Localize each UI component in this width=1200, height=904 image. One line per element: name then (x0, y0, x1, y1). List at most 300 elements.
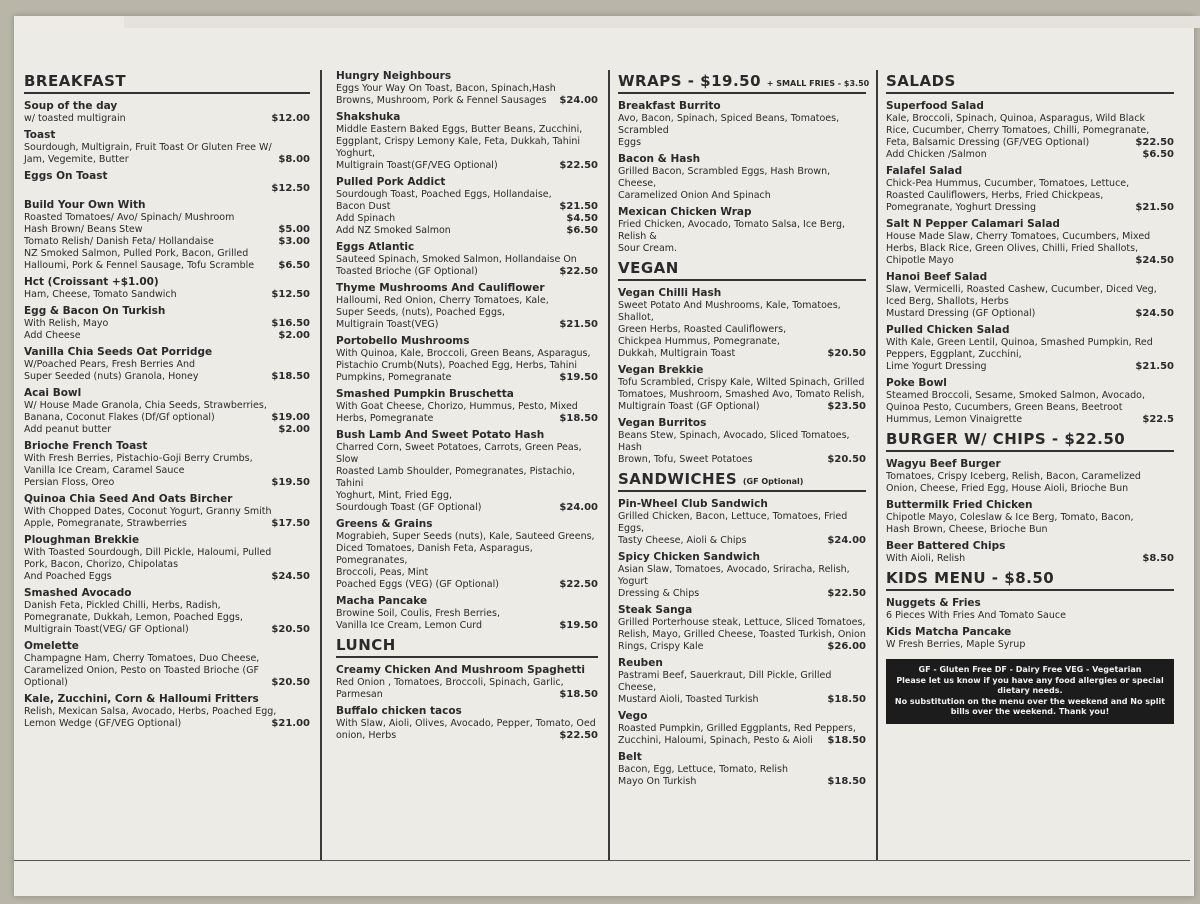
item-name: Shakshuka (336, 111, 401, 123)
item-description: Tomatoes, Crispy Iceberg, Relish, Bacon, Caramelized (886, 471, 1141, 482)
item-description: Optional) (24, 677, 68, 688)
item-row (618, 511, 866, 535)
item-row (336, 718, 598, 730)
item-description: Relish, Mayo, Grilled Cheese, Toasted Turkish, Onion (618, 629, 866, 640)
item-name: Portobello Mushrooms (336, 335, 470, 347)
item-description: Caramelized Onion And Spinach (618, 190, 771, 201)
item-description: With Toasted Sourdough, Dill Pickle, Haloumi, Pulled (24, 547, 272, 558)
menu-item (24, 170, 310, 195)
item-name: Smashed Pumpkin Bruschetta (336, 388, 514, 400)
menu-item (24, 129, 310, 166)
item-description: Iced Berg, Shallots, Herbs (886, 296, 1009, 307)
item-price: $20.50 (271, 624, 310, 635)
item-description: Sour Cream. (618, 243, 678, 254)
item-description: Red Onion , Tomatoes, Broccoli, Spinach, Garlic, (336, 677, 564, 688)
item-description: Eggs Your Way On Toast, Bacon, Spinach,Hash (336, 83, 556, 94)
item-row (336, 413, 598, 425)
item-description: Toasted Brioche (GF Optional) (336, 266, 478, 277)
item-description: Middle Eastern Baked Eggs, Butter Beans, Zucchini, (336, 124, 583, 135)
item-description: Multigrain Toast(VEG/ GF Optional) (24, 624, 189, 635)
item-description: Super Seeded (nuts) Granola, Honey (24, 371, 199, 382)
item-name: Mexican Chicken Wrap (618, 206, 752, 218)
menu-item (886, 458, 1174, 495)
item-description: Lemon Wedge (GF/VEG Optional) (24, 718, 182, 729)
item-description: Lime Yogurt Dressing (886, 361, 987, 372)
item-row (618, 401, 866, 413)
item-name: Vegan Brekkie (618, 364, 704, 376)
item-description: Halloumi, Pork & Fennel Sausage, Tofu Scramble (24, 260, 255, 271)
item-description: Kale, Broccoli, Spinach, Quinoa, Asparagus, Wild Black (886, 113, 1145, 124)
item-row (336, 442, 598, 466)
item-description: Sourdough, Multigrain, Fruit Toast Or Gluten Free W/ (24, 142, 272, 153)
item-name: Bacon & Hash (618, 153, 701, 165)
item-row (336, 254, 598, 266)
item-price: $24.00 (827, 535, 866, 546)
item-price: $21.00 (271, 718, 310, 729)
menu-item (24, 693, 310, 730)
item-description: House Made Slaw, Cherry Tomatoes, Cucumbers, Mixed (886, 231, 1151, 242)
item-price: $18.50 (827, 776, 866, 787)
item-row (24, 412, 310, 424)
item-price: $4.50 (566, 213, 598, 224)
item-name: Vegan Chilli Hash (618, 287, 722, 299)
section-title (618, 259, 866, 281)
item-price: $18.50 (559, 689, 598, 700)
item-name: Reuben (618, 657, 663, 669)
underlying-sheet-edge (124, 16, 1200, 28)
section-title (24, 72, 310, 94)
item-description: Jam, Vegemite, Butter (24, 154, 129, 165)
item-row (24, 559, 310, 571)
section-title-text: BREAKFAST (24, 72, 127, 90)
item-name: Egg & Bacon On Turkish (24, 305, 166, 317)
menu-item (618, 100, 866, 149)
item-description: Mayo On Turkish (618, 776, 697, 787)
menu-item (336, 70, 598, 107)
menu-item (618, 551, 866, 600)
item-row (336, 124, 598, 136)
menu-item (618, 153, 866, 202)
item-row (24, 453, 310, 465)
item-row (618, 324, 866, 336)
item-description: Brown, Tofu, Sweet Potatoes (618, 454, 753, 465)
item-row (618, 219, 866, 243)
menu-item (336, 241, 598, 278)
item-row (336, 189, 598, 201)
item-description: Add Cheese (24, 330, 81, 341)
item-row (336, 348, 598, 360)
item-row (886, 390, 1174, 402)
item-row (24, 400, 310, 412)
item-row (886, 337, 1174, 349)
item-row (886, 190, 1174, 202)
item-row (336, 531, 598, 543)
item-description: Slaw, Vermicelli, Roasted Cashew, Cucumber, Diced Veg, (886, 284, 1157, 295)
menu-item (336, 111, 598, 172)
item-description: W Fresh Berries, Maple Syrup (886, 639, 1026, 650)
item-row (336, 502, 598, 514)
item-description: With Relish, Mayo (24, 318, 109, 329)
item-name: Steak Sanga (618, 604, 693, 616)
item-price: $21.50 (1135, 202, 1174, 213)
item-row (618, 454, 866, 466)
item-description: W/Poached Pears, Fresh Berries And (24, 359, 196, 370)
menu-item (618, 710, 866, 747)
menu-item (886, 499, 1174, 536)
item-name: Buttermilk Fried Chicken (886, 499, 1033, 511)
menu-item (618, 364, 866, 413)
item-description: Chipotle Mayo (886, 255, 954, 266)
item-row (336, 677, 598, 689)
item-description: Vanilla Ice Cream, Caramel Sauce (24, 465, 185, 476)
menu-item (24, 640, 310, 689)
menu-item (24, 534, 310, 583)
item-row (618, 629, 866, 641)
item-price: $8.50 (1142, 553, 1174, 564)
item-description: Dressing & Chips (618, 588, 700, 599)
section-title (618, 72, 870, 94)
item-name: Poke Bowl (886, 377, 947, 389)
item-price: $21.50 (1135, 361, 1174, 372)
item-price: $6.50 (566, 225, 598, 236)
item-row (618, 430, 866, 454)
item-description: Persian Floss, Oreo (24, 477, 115, 488)
item-row (336, 543, 598, 567)
item-description: Pistachio Crumb(Nuts), Poached Egg, Herbs, Tahini (336, 360, 578, 371)
item-description: Avo, Bacon, Spinach, Spiced Beans, Tomatoes, Scrambled (618, 113, 840, 136)
item-description: Sourdough Toast (GF Optional) (336, 502, 482, 513)
item-description: Tofu Scrambled, Crispy Kale, Wilted Spinach, Grilled (618, 377, 865, 388)
item-description: Pumpkins, Pomegranate (336, 372, 452, 383)
item-row (336, 689, 598, 701)
item-row (618, 641, 866, 653)
menu-item (24, 346, 310, 383)
item-row (336, 266, 598, 278)
item-row (24, 330, 310, 342)
item-row (618, 535, 866, 547)
item-description: Peppers, Eggplant, Zucchini, (886, 349, 1022, 360)
item-row (336, 567, 598, 579)
item-price: $22.5 (1142, 414, 1174, 425)
menu-item (336, 595, 598, 632)
dietary-notice (886, 659, 1174, 724)
item-row (886, 125, 1174, 137)
item-price: $12.50 (271, 289, 310, 300)
item-row (618, 190, 866, 202)
menu-item (886, 626, 1174, 651)
item-row (886, 308, 1174, 320)
item-description: Rice, Cucumber, Cherry Tomatoes, Chilli, Pomegranate, (886, 125, 1150, 136)
menu-column-3 (612, 70, 872, 860)
section-title (886, 569, 1174, 591)
item-row (336, 136, 598, 148)
item-description: Dukkah, Multigrain Toast (618, 348, 736, 359)
item-row (24, 477, 310, 489)
item-description: Feta, Balsamic Dressing (GF/VEG Optional) (886, 137, 1090, 148)
item-price: $24.50 (1135, 255, 1174, 266)
item-description: Add Chicken /Salmon (886, 149, 987, 160)
item-row (618, 348, 866, 360)
item-row (618, 243, 866, 255)
item-row (24, 547, 310, 559)
item-description: Bacon, Egg, Lettuce, Tomato, Relish (618, 764, 789, 775)
item-row (336, 160, 598, 172)
item-row (886, 639, 1174, 651)
section-title (336, 636, 598, 658)
item-description: Mustard Aioli, Toasted Turkish (618, 694, 759, 705)
item-row (886, 178, 1174, 190)
item-price: $2.00 (278, 424, 310, 435)
menu-item (24, 199, 310, 272)
item-description: Parmesan (336, 689, 383, 700)
menu-item (618, 287, 866, 360)
item-row (336, 95, 598, 107)
item-row (618, 723, 866, 735)
item-row (336, 490, 598, 502)
item-row (618, 166, 866, 190)
menu-item (24, 493, 310, 530)
item-name: Toast (24, 129, 56, 141)
menu-column-2 (330, 70, 604, 860)
item-price: $24.50 (271, 571, 310, 582)
menu-item (24, 100, 310, 125)
item-row (24, 718, 310, 730)
item-row (886, 471, 1174, 483)
item-name: Hanoi Beef Salad (886, 271, 988, 283)
menu-item (618, 206, 866, 255)
item-description: Poached Eggs (VEG) (GF Optional) (336, 579, 499, 590)
section-title (618, 470, 866, 492)
item-description: onion, Herbs (336, 730, 397, 741)
menu-item (886, 324, 1174, 373)
item-description: Browine Soil, Coulis, Fresh Berries, (336, 608, 500, 619)
item-name: Ploughman Brekkie (24, 534, 140, 546)
item-row (618, 588, 866, 600)
item-description: Charred Corn, Sweet Potatoes, Carrots, Green Peas, Slow (336, 442, 582, 465)
item-name: Vegan Burritos (618, 417, 707, 429)
item-description: Multigrain Toast(GF/VEG Optional) (336, 160, 498, 171)
item-row (886, 255, 1174, 267)
item-description: Tomatoes, Mushroom, Smashed Avo, Tomato Relish, (618, 389, 865, 400)
item-price: $22.50 (559, 579, 598, 590)
item-description: Asian Slaw, Tomatoes, Avocado, Sriracha, Relish, Yogurt (618, 564, 850, 587)
item-row (886, 610, 1174, 622)
item-price: $20.50 (271, 677, 310, 688)
item-description: Add peanut butter (24, 424, 112, 435)
item-row (336, 201, 598, 213)
item-description: Sauteed Spinach, Smoked Salmon, Hollandaise On (336, 254, 577, 265)
item-price: $18.50 (271, 371, 310, 382)
item-price: $24.00 (559, 502, 598, 513)
notice-line: No substitution on the menu over the weekend and No split bills over the weekend. Thank you! (894, 696, 1166, 716)
item-row (886, 349, 1174, 361)
item-name: Wagyu Beef Burger (886, 458, 1001, 470)
item-description: Diced Tomatoes, Danish Feta, Asparagus, Pomegranates, (336, 543, 533, 566)
item-name: Macha Pancake (336, 595, 428, 607)
item-description: Chipotle Mayo, Coleslaw & Ice Berg, Tomato, Bacon, (886, 512, 1134, 523)
item-row (336, 401, 598, 413)
item-row (24, 371, 310, 383)
item-description: With Goat Cheese, Chorizo, Hummus, Pesto, Mixed (336, 401, 578, 412)
item-row (336, 579, 598, 591)
menu-item (336, 176, 598, 237)
item-row (618, 389, 866, 401)
item-row (24, 318, 310, 330)
item-description: Beans Stew, Spinach, Avocado, Sliced Tomatoes, Hash (618, 430, 850, 453)
section-title-text: LUNCH (336, 636, 396, 654)
item-row (336, 466, 598, 490)
item-row (336, 83, 598, 95)
item-price: $23.50 (827, 401, 866, 412)
item-description: Hash Brown/ Beans Stew (24, 224, 143, 235)
item-name: Belt (618, 751, 642, 763)
item-row (618, 764, 866, 776)
section-title (886, 72, 1174, 94)
item-description: With Kale, Green Lentil, Quinoa, Smashed Pumpkin, Red (886, 337, 1153, 348)
item-row (336, 372, 598, 384)
section-title-text: VEGAN (618, 259, 679, 277)
item-name: Hct (Croissant +$1.00) (24, 276, 159, 288)
item-description: Fried Chicken, Avocado, Tomato Salsa, Ice Berg, Relish & (618, 219, 846, 242)
item-row (336, 730, 598, 742)
menu-item (618, 417, 866, 466)
item-description: With Aioli, Relish (886, 553, 966, 564)
item-description: Zucchini, Haloumi, Spinach, Pesto & Aioli (618, 735, 813, 746)
item-price: $12.00 (271, 113, 310, 124)
item-row (336, 213, 598, 225)
item-name: Pulled Pork Addict (336, 176, 446, 188)
notice-line: GF - Gluten Free DF - Dairy Free VEG - Vegetarian (918, 665, 1142, 674)
item-name: Breakfast Burrito (618, 100, 721, 112)
notice-line: Please let us know if you have any food allergies or special dietary needs. (896, 675, 1164, 695)
item-description: Mustard Dressing (GF Optional) (886, 308, 1036, 319)
item-price: $21.50 (559, 319, 598, 330)
item-name: Nuggets & Fries (886, 597, 981, 609)
item-row (886, 512, 1174, 524)
menu-item (618, 751, 866, 788)
item-description: Broccoli, Peas, Mint (336, 567, 429, 578)
section-title-text: SANDWICHES (618, 470, 738, 488)
section-title-text: SALADS (886, 72, 956, 90)
item-row (24, 248, 310, 260)
item-name: Build Your Own With (24, 199, 146, 211)
item-description: Grilled Porterhouse steak, Lettuce, Sliced Tomatoes, (618, 617, 866, 628)
item-description: Roasted Pumpkin, Grilled Eggplants, Red Peppers, (618, 723, 856, 734)
item-name: Beer Battered Chips (886, 540, 1006, 552)
item-row (24, 665, 310, 677)
menu-item (618, 657, 866, 706)
item-description: Sweet Potato And Mushrooms, Kale, Tomatoes, Shallot, (618, 300, 841, 323)
item-name: Soup of the day (24, 100, 118, 112)
item-price: $6.50 (278, 260, 310, 271)
item-description: Add Spinach (336, 213, 396, 224)
item-price: $2.00 (278, 330, 310, 341)
item-name: Kids Matcha Pancake (886, 626, 1012, 638)
menu-item (336, 518, 598, 591)
item-price: $19.50 (559, 620, 598, 631)
section-title-text: KIDS MENU - $8.50 (886, 569, 1055, 587)
item-row (336, 608, 598, 620)
item-name: Quinoa Chia Seed And Oats Bircher (24, 493, 233, 505)
section-title-text: WRAPS - $19.50 (618, 72, 762, 90)
item-price: $8.00 (278, 154, 310, 165)
item-row (24, 289, 310, 301)
item-name: Smashed Avocado (24, 587, 132, 599)
item-name: Hungry Neighbours (336, 70, 452, 82)
item-name: Creamy Chicken And Mushroom Spaghetti (336, 664, 586, 676)
item-description: With Chopped Dates, Coconut Yogurt, Granny Smith (24, 506, 272, 517)
item-description: Pomegranate, Yoghurt Dressing (886, 202, 1037, 213)
item-description: Mograbieh, Super Seeds (nuts), Kale, Sauteed Greens, (336, 531, 595, 542)
item-row (886, 524, 1174, 536)
item-price: $5.00 (278, 224, 310, 235)
section-title-text: BURGER W/ CHIPS - $22.50 (886, 430, 1126, 448)
item-row (24, 113, 310, 125)
item-price: $18.50 (559, 413, 598, 424)
item-price: $20.50 (827, 454, 866, 465)
menu-item (336, 705, 598, 742)
item-row (24, 359, 310, 371)
item-price: $22.50 (1135, 137, 1174, 148)
section-subtitle: (GF Optional) (742, 477, 804, 486)
item-description: Onion, Cheese, Fried Egg, House Aioli, Brioche Bun (886, 483, 1129, 494)
item-price: $20.50 (827, 348, 866, 359)
item-price: $19.50 (559, 372, 598, 383)
section-subtitle: + SMALL FRIES - $3.50 (766, 79, 870, 88)
item-description: Quinoa Pesto, Cucumbers, Green Beans, Beetroot (886, 402, 1123, 413)
menu-item (618, 498, 866, 547)
item-description: Chickpea Hummus, Pomegranate, (618, 336, 780, 347)
section-title (886, 430, 1174, 452)
item-description: Herbs, Pomegranate (336, 413, 434, 424)
menu-item (24, 276, 310, 301)
item-price: $17.50 (271, 518, 310, 529)
menu-item (24, 440, 310, 489)
item-description: Grilled Chicken, Bacon, Lettuce, Tomatoes, Fried Eggs, (618, 511, 848, 534)
item-row (886, 231, 1174, 243)
item-row (24, 612, 310, 624)
item-name: Falafel Salad (886, 165, 963, 177)
item-row (618, 776, 866, 788)
menu-item (886, 100, 1174, 161)
column-divider (876, 70, 878, 860)
item-row (886, 149, 1174, 161)
item-row (24, 465, 310, 477)
item-name: Greens & Grains (336, 518, 433, 530)
item-row (24, 624, 310, 636)
item-row (336, 620, 598, 632)
item-description: Ham, Cheese, Tomato Sandwich (24, 289, 177, 300)
item-description: Steamed Broccoli, Sesame, Smoked Salmon, Avocado, (886, 390, 1146, 401)
item-row (24, 706, 310, 718)
item-description: Yoghurt, (336, 148, 376, 159)
item-name: Buffalo chicken tacos (336, 705, 462, 717)
menu-item (24, 587, 310, 636)
item-row (24, 142, 310, 154)
item-row (336, 319, 598, 331)
item-row (618, 694, 866, 706)
item-price: $22.50 (827, 588, 866, 599)
item-row (886, 202, 1174, 214)
menu-item (336, 282, 598, 331)
item-row (618, 670, 866, 694)
item-price: $22.50 (559, 730, 598, 741)
item-row (886, 113, 1174, 125)
item-description: Eggs (618, 137, 642, 148)
item-description: Multigrain Toast(VEG) (336, 319, 439, 330)
item-price: $26.00 (827, 641, 866, 652)
item-price: $12.50 (271, 183, 310, 194)
